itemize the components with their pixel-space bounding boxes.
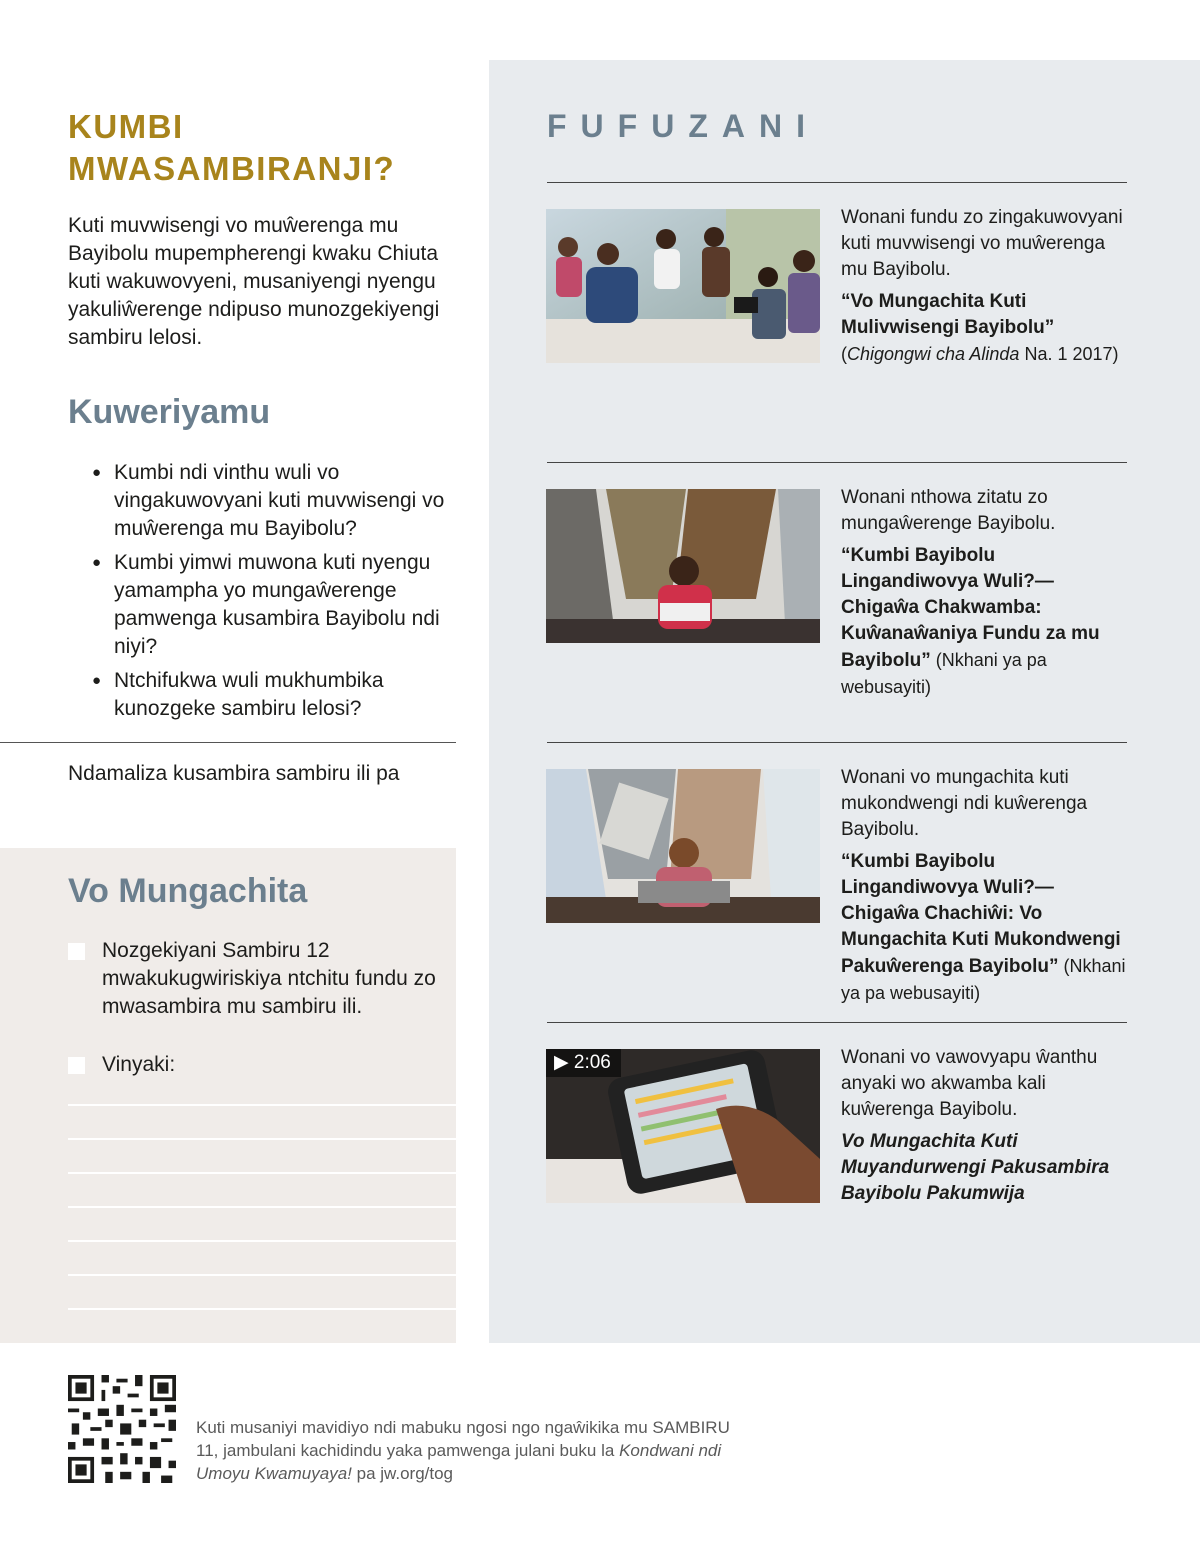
action-box [0,848,456,1343]
intro-paragraph: Kuti muvwisengi vo muŵerenga mu Bayibolu mupempherengi kwaku Chiuta kuti wakuwovyeni, musaniyengi nyengu yakuliŵerenge ndipuso munozgekiyengi sambiru lelosi. [68,214,440,349]
review-questions [90,459,450,729]
writing-line[interactable] [68,1308,456,1310]
writing-line[interactable] [68,1104,456,1106]
resource-title-link[interactable]: Vo Mungachita Kuti Muyandurwengi Pakusambira Bayibolu Pakumwija [841,1131,1110,1204]
review-question: ● Ntchifukwa wuli mukhumbika kunozgeke sambiru lelosi? [92,669,384,720]
bullet-icon: ● [92,464,102,481]
bible-study-tools-image [546,769,820,923]
video-thumbnail[interactable] [546,1049,820,1203]
article-thumbnail[interactable] [546,209,820,363]
resource-item [841,1045,1131,1207]
article-thumbnail[interactable] [546,489,820,643]
review-question: ● Kumbi ndi vinthu wuli vo vingakuwovyani kuti muvwisengi vo muŵerenga mu Bayibolu? [92,461,445,540]
bullet-icon: ● [92,554,102,571]
writing-line[interactable] [68,1240,456,1242]
divider [547,742,1127,743]
article-thumbnail[interactable] [546,769,820,923]
bullet-icon: ● [92,672,102,689]
resource-item [841,205,1131,368]
writing-line[interactable] [68,1206,456,1208]
footer-note: Kuti musaniyi mavidiyo ndi mabuku ngosi ngo ngaŵikika mu SAMBIRU 11, jambulani kachidindu yaka pamwenga julani buku la Kondwani ndi Umoyu Kwamuyaya! pa jw.org/tog [196,1418,730,1483]
resource-source: (Chigongwi cha Alinda Na. 1 2017) [841,344,1119,364]
divider [0,742,456,743]
people-reading-image [546,209,820,363]
qr-code-icon[interactable] [68,1375,176,1483]
review-question: ● Kumbi yimwi muwona kuti nyengu yamampha yo mungaŵerenge pamwenga kusambira Bayibolu ndi niyi? [92,551,440,658]
resource-title-link[interactable]: “Kumbi Bayibolu Lingandiwovya Wuli?—Chigaŵa Chachiŵi: Vo Mungachita Kuti Mukondwengi Pakuŵerenga Bayibolu” (Nkhani ya pa webusayiti) [841,851,1126,1003]
resource-item [841,485,1131,701]
writing-line[interactable] [68,1172,456,1174]
review-heading: Kuweriyamu [68,393,271,431]
task-text: Nozgekiyani Sambiru 12 mwakukugwiriskiya ntchitu fundu zo mwasambira mu sambiru ili. [102,939,436,1018]
writing-line[interactable] [68,1138,456,1140]
explore-heading: FUFUZANI [547,108,819,144]
action-heading: Vo Mungachita [68,872,308,910]
writing-line[interactable] [68,1274,456,1276]
resource-description: Wonani nthowa zitatu zo mungaŵerenge Bayibolu. [841,487,1056,534]
checkbox[interactable] [68,943,85,960]
resource-title-link[interactable]: “Kumbi Bayibolu Lingandiwovya Wuli?—Chigaŵa Chakwamba: Kuŵanaŵaniya Fundu za mu Bayibolu” (Nkhani ya pa webusayiti) [841,545,1100,697]
bible-reading-collage-image [546,489,820,643]
resource-description: Wonani fundu zo zingakuwovyani kuti muvwisengi vo muŵerenga mu Bayibolu. [841,207,1123,280]
video-duration-badge: ▶ 2:06 [546,1049,621,1077]
checkbox[interactable] [68,1057,85,1074]
resource-description: Wonani vo mungachita kuti mukondwengi ndi kuŵerenga Bayibolu. [841,767,1088,840]
divider [547,182,1127,183]
divider [547,1022,1127,1023]
resource-description: Wonani vo vawovyapu ŵanthu anyaki wo akwamba kali kuŵerenga Bayibolu. [841,1047,1098,1120]
resource-title-link[interactable]: “Vo Mungachita Kuti Mulivwisengi Bayibolu” [841,291,1055,338]
resource-item [841,765,1131,1007]
task-text: Vinyaki: [102,1053,176,1076]
section-title: KUMBI MWASAMBIRANJI? [68,108,396,187]
completion-label: Ndamaliza kusambira sambiru ili pa [68,762,400,785]
divider [547,462,1127,463]
